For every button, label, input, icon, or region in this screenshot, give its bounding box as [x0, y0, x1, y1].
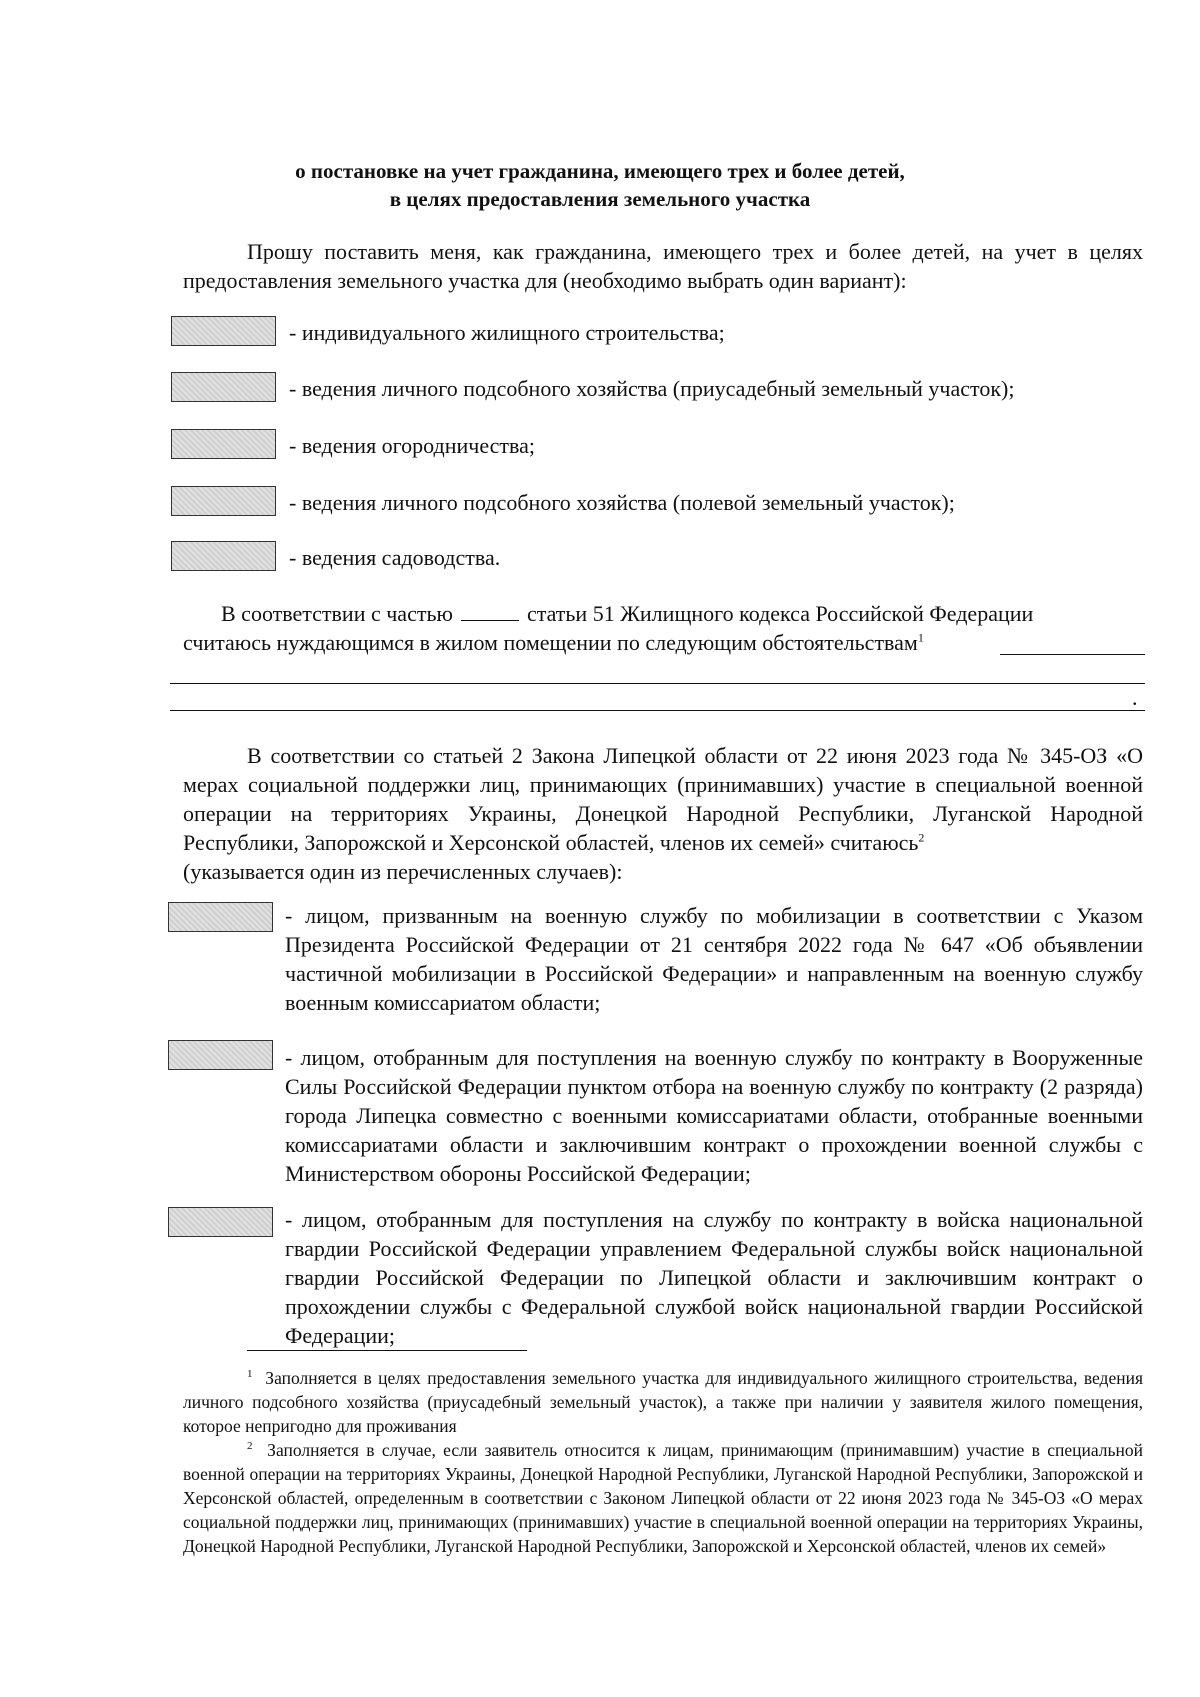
status-option-national-guard: - лицом, отобранным для поступления на службу по контракту в войска национальной гвардии Российской Федерации управлением Федеральной службы войск национальной гвардии Российской Федерации по Липецкой области и заключившим контракт о прохождении службы с Федеральной службой войск национальной гвардии Российской Федерации; — [285, 1207, 1143, 1348]
status-option-contract-armed-forces: - лицом, отобранным для поступления на военную службу по контракту в Вооруженные Силы Российской Федерации пунктом отбора на военную службу по контракту (2 разряда) города Липецка совместно с военными комиссариатами области, отобранные военными комиссариатами области и заключившим контракт о прохождении военной службы с Министерством обороны Российской Федерации; — [285, 1045, 1143, 1186]
circumstances-blank-2[interactable] — [170, 683, 1145, 684]
housing-article-label: статьи 51 Жилищного кодекса Российской Федерации — [526, 601, 1034, 626]
option-horticulture: - ведения садоводства. — [289, 545, 501, 570]
footnote-2-mark: 2 — [247, 1440, 253, 1453]
checkbox-individual-housing[interactable] — [171, 316, 276, 346]
checkbox-gardening-vegetable[interactable] — [171, 429, 276, 459]
housing-need-line-2 — [183, 628, 1143, 657]
title-line-2: в целях предоставления земельного участка — [389, 187, 811, 211]
title-line-1: о постановке на учет гражданина, имеющего трех и более детей, — [295, 159, 905, 183]
option-household-plot-field: - ведения личного подсобного хозяйства (полевой земельный участок); — [289, 490, 955, 515]
footnote-1 — [183, 1366, 1143, 1438]
housing-need-line-1 — [183, 599, 1143, 628]
footnote-1-text: Заполняется в целях предоставления земельного участка для индивидуального жилищного строительства, ведения личного подсобного хозяйства (приусадебный земельный участок), а также при наличии у заявителя жилого помещения, которое непригодно для проживания — [183, 1368, 1143, 1436]
footnote-2 — [183, 1438, 1143, 1558]
checkbox-horticulture[interactable] — [171, 541, 276, 571]
law-paragraph-text: В соответствии со статьей 2 Закона Липецкой области от 22 июня 2023 года № 345-ОЗ «О мерах социальной поддержки лиц, принимающих (принимавших) участие в специальной военной операции на территориях Украины, Донецкой Народной Республики, Луганской Народной Республики, Запорожской и Херсонской областей, членов их семей» считаюсь — [183, 743, 1143, 855]
option-individual-housing: - индивидуального жилищного строительства; — [289, 320, 725, 345]
document-title — [160, 157, 1040, 213]
checkbox-mobilized[interactable] — [168, 902, 273, 932]
law-paragraph — [183, 741, 1143, 857]
option-gardening-vegetable: - ведения огородничества; — [289, 433, 535, 458]
checkbox-household-plot-field[interactable] — [171, 486, 276, 516]
footnote-ref-1: 1 — [917, 630, 924, 645]
housing-part-blank[interactable] — [461, 600, 519, 621]
status-option-mobilized: - лицом, призванным на военную службу по мобилизации в соответствии с Указом Президента Российской Федерации от 21 сентября 2022 года № 647 «Об объявлении частичной мобилизации в Российской Федерации» и направленным на военную службу военным комиссариатом области; — [285, 903, 1143, 1015]
checkbox-contract-armed-forces[interactable] — [168, 1040, 273, 1070]
footnote-2-text: Заполняется в случае, если заявитель относится к лицам, принимающим (принимавшим) участие в специальной военной операции на территориях Украины, Донецкой Народной Республики, Луганской Народной Республики, Запорожской и Херсонской областей, определенным в соответствии с Законом Липецкой области от 22 июня 2023 года № 345-ОЗ «О мерах социальной поддержки лиц, принимающих (принимавших) участие в специальной военной операции на территориях Украины, Донецкой Народной Республики, Луганской Народной Республики, Запорожской и Херсонской областей, членов их семей» — [183, 1440, 1143, 1556]
housing-circumstances-label: считаюсь нуждающимся в жилом помещении по следующим обстоятельствам — [183, 630, 918, 655]
checkbox-national-guard[interactable] — [168, 1207, 273, 1237]
circumstances-end-mark: . — [1132, 685, 1138, 710]
footnote-ref-2: 2 — [918, 830, 925, 845]
housing-part-label: В соответствии с частью — [221, 601, 453, 626]
circumstances-blank-3[interactable] — [170, 710, 1145, 711]
law-paragraph-tail: (указывается один из перечисленных случаев): — [183, 859, 623, 884]
circumstances-blank-1[interactable] — [1000, 654, 1145, 655]
footnote-separator — [247, 1350, 527, 1351]
intro-paragraph: Прошу поставить меня, как гражданина, имеющего трех и более детей, на учет в целях предоставления земельного участка для (необходимо выбрать один вариант): — [183, 239, 1143, 293]
footnote-1-mark: 1 — [247, 1368, 253, 1381]
checkbox-household-plot-homestead[interactable] — [171, 372, 276, 402]
option-household-plot-homestead: - ведения личного подсобного хозяйства (приусадебный земельный участок); — [289, 376, 1015, 401]
